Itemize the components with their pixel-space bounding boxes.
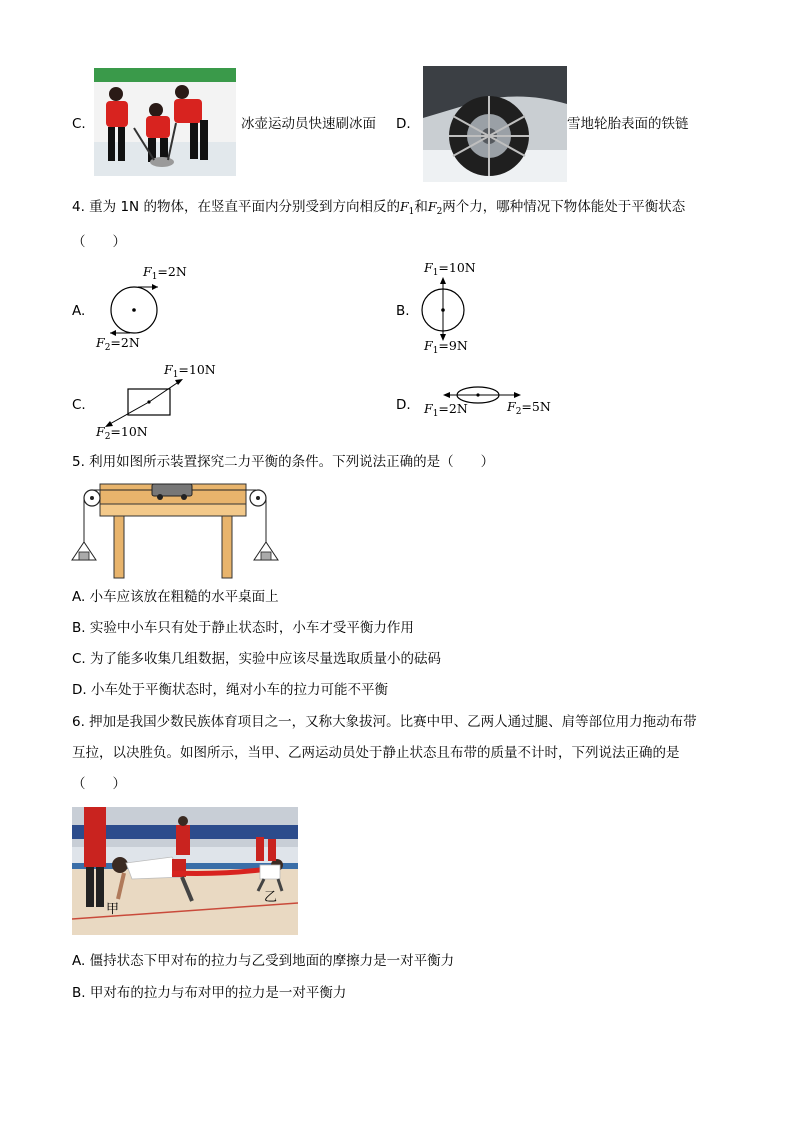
f-symbol: F xyxy=(424,338,433,353)
q4-d-f2-value: =5N xyxy=(521,399,551,414)
q5-option-b: B. 实验中小车只有处于静止状态时，小车才受平衡力作用 xyxy=(72,620,414,636)
q4-option-a-diagram xyxy=(96,280,176,340)
q4-c-f2-label xyxy=(96,424,148,442)
tire-chain-illustration xyxy=(423,66,567,182)
f-symbol: F xyxy=(424,260,433,275)
q4-a-f1-label xyxy=(143,264,187,282)
f-subscript: 1 xyxy=(432,409,439,419)
f-subscript: 1 xyxy=(432,346,439,356)
q5-option-a: A. 小车应该放在粗糙的水平桌面上 xyxy=(72,589,279,605)
q4-a-f2-value: =2N xyxy=(110,335,140,350)
f-subscript: 1 xyxy=(151,272,158,282)
q4-d-f2-label xyxy=(507,399,551,417)
q4-d-f1-label xyxy=(424,401,468,419)
q4-b-f1-label xyxy=(424,260,476,278)
q4-d-f1-value: =2N xyxy=(438,401,468,416)
q4-c-f1-label xyxy=(164,362,216,380)
curling-illustration xyxy=(94,68,236,176)
curling-photo xyxy=(94,68,236,176)
f-symbol: F xyxy=(96,335,105,350)
force-f2-subscript: 2 xyxy=(436,207,443,217)
q3-option-d-label: D. xyxy=(396,116,411,132)
q6-option-b: B. 甲对布的拉力与布对甲的拉力是一对平衡力 xyxy=(72,985,347,1001)
f-subscript: 1 xyxy=(432,268,439,278)
tug-of-war-photo xyxy=(72,807,298,935)
q4-c-f2-value: =10N xyxy=(110,424,148,439)
q4-option-c-diagram xyxy=(100,372,190,430)
q6-stem-line2: 互拉，以决胜负。如图所示，当甲、乙两运动员处于静止状态且布带的质量不计时，下列说法正确的是 xyxy=(72,745,680,761)
q5-option-c: C. 为了能多收集几组数据，实验中应该尽量选取质量小的砝码 xyxy=(72,651,442,667)
q4-stem-part2: 两个力，哪种情况下物体能处于平衡状态 xyxy=(442,199,686,215)
q4-a-f1-value: =2N xyxy=(157,264,187,279)
f-subscript: 2 xyxy=(515,407,522,417)
force-f1-symbol: F xyxy=(399,199,409,214)
label-jia: 甲 xyxy=(106,902,120,917)
q4-a-f2-label xyxy=(96,335,140,353)
q4-stem xyxy=(72,198,685,221)
f-symbol: F xyxy=(164,362,173,377)
q3-option-c-label: C. xyxy=(72,116,86,132)
q3-option-d-text: 雪地轮胎表面的铁链 xyxy=(567,116,689,132)
q4-b-f1-value: =10N xyxy=(438,260,476,275)
q4-option-d-label: D. xyxy=(396,397,411,413)
f-subscript: 1 xyxy=(172,370,179,380)
q5-stem: 5. 利用如图所示装置探究二力平衡的条件。下列说法正确的是（ ） xyxy=(72,454,495,470)
q6-paren: （ ） xyxy=(72,776,126,792)
force-f1-subscript: 1 xyxy=(408,207,415,217)
f-symbol: F xyxy=(143,264,152,279)
tire-chain-photo xyxy=(423,66,567,182)
q4-paren: （ ） xyxy=(72,234,126,250)
f-symbol: F xyxy=(507,399,516,414)
q5-apparatus-diagram xyxy=(70,478,280,580)
q4-option-a-label: A. xyxy=(72,303,86,319)
q4-option-b-label: B. xyxy=(396,303,410,319)
q4-stem-part1: 4. 重为 1N 的物体，在竖直平面内分别受到方向相反的 xyxy=(72,199,400,215)
q4-option-b-diagram xyxy=(418,276,468,344)
q6-option-a: A. 僵持状态下甲对布的拉力与乙受到地面的摩擦力是一对平衡力 xyxy=(72,953,455,969)
q5-option-d: D. 小车处于平衡状态时，绳对小车的拉力可能不平衡 xyxy=(72,682,388,698)
q4-stem-and: 和 xyxy=(414,199,428,215)
q4-b-f2-value: =9N xyxy=(438,338,468,353)
f-subscript: 2 xyxy=(104,432,111,442)
q4-c-f1-value: =10N xyxy=(178,362,216,377)
f-symbol: F xyxy=(96,424,105,439)
f-subscript: 2 xyxy=(104,343,111,353)
q3-option-c-text: 冰壶运动员快速刷冰面 xyxy=(241,116,376,132)
q6-stem-line1: 6. 押加是我国少数民族体育项目之一，又称大象拔河。比赛中甲、乙两人通过腿、肩等部位用力拖动布带 xyxy=(72,714,697,730)
f-symbol: F xyxy=(424,401,433,416)
q4-b-f2-label xyxy=(424,338,468,356)
q4-option-c-label: C. xyxy=(72,397,86,413)
label-yi: 乙 xyxy=(264,890,278,905)
force-f2-symbol: F xyxy=(427,199,437,214)
